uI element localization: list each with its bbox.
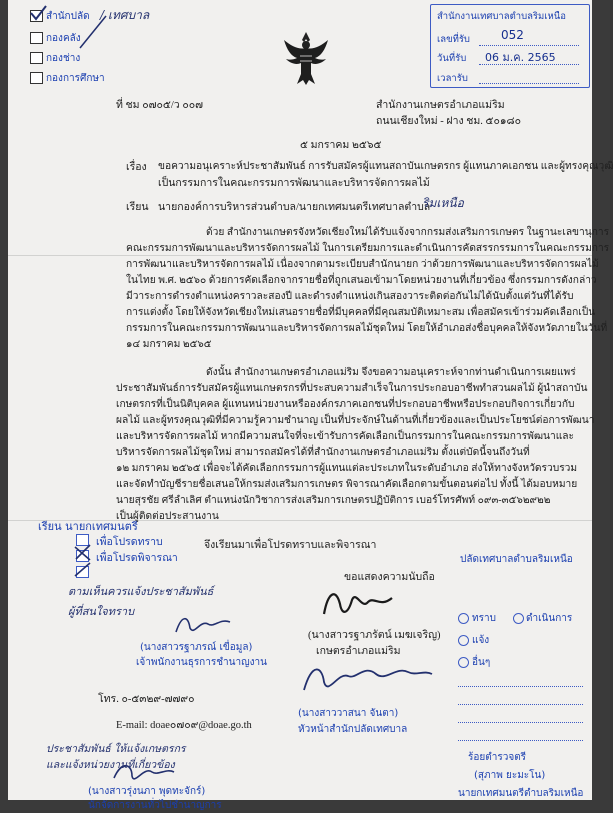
paragraph-line: ประชาสัมพันธ์การรับสมัครผู้แทนเกษตรกรที่ประสบความสำเร็จในการประกอบอาชีพทำสวนผลไม้ ผู้นำสถาบัน (116, 383, 588, 394)
paragraph-line: คณะกรรมการพัฒนาและบริหารจัดการผลไม้ ในการเตรียมการและดำเนินการคัดสรรกรรมการในคณะกรรมการ (126, 243, 610, 254)
to-text: นายกองค์การบริหารส่วนตำบล/นายกเทศมนตรีเทศบาลตำบล (158, 202, 431, 213)
signature-mark (298, 656, 438, 700)
paragraph-line: การแต่งตั้ง โดยให้จังหวัดเชียงใหม่เสนอรายชื่อที่มีบุคคลที่มีคุณสมบัติเหมาะสม เพื่อสมัครเข้าร่วมคัดเลือกเป็น (126, 307, 596, 318)
to-handwritten: ริมเหนือ (422, 196, 464, 210)
stamp-date-value: 06 ม.ค. 2565 (485, 51, 556, 64)
paragraph-line: ด้วย สำนักงานเกษตรจังหวัดเชียงใหม่ได้รับแจ้งจากกรมส่งเสริมการเกษตร ในฐานะเลขานุการ (206, 227, 610, 238)
subject-label: เรื่อง (126, 162, 147, 173)
stamp-title: สำนักงานเทศบาลตำบลริมเหนือ (437, 11, 567, 22)
paragraph-line: ๑๔ มกราคม ๒๕๖๕ (126, 339, 212, 350)
checkbox (30, 32, 43, 44)
radio-icon (458, 613, 469, 624)
action-stamp-footer: นายกเทศมนตรีตำบลริมเหนือ (458, 788, 584, 799)
routing-item: กองคลัง (46, 33, 81, 44)
paragraph-line: การพัฒนาและบริหารจัดการผลไม้ เนื่องจากตามระเบียบสำนักนายก ว่าด้วยการพัฒนาและบริหารจัดการผลไม้ (126, 259, 599, 270)
lower-sig-name: (นางสาวรุ่งนภา พุดทะจักร์) (88, 786, 206, 797)
action-option: ทราบ (472, 613, 496, 624)
lower-note: และแจ้งหน่วยงานที่เกี่ยวข้อง (46, 759, 175, 771)
stamp-number-label: เลขที่รับ (437, 34, 470, 45)
signature-mark (318, 584, 398, 624)
paragraph-line: ๑๒ มกราคม ๒๕๖๕ เพื่อจะได้คัดเลือกกรรมการผู้แทนแต่ละประเภทในระดับอำเภอ ส่งให้ทางจังหวัดรวบรวม (116, 463, 578, 474)
action-stamp-title: ปลัดเทศบาลตำบลริมเหนือ (460, 554, 573, 565)
annotation-note: ตามเห็นควรแจ้งประชาสัมพันธ์ (68, 585, 214, 598)
receipt-stamp (430, 4, 590, 88)
routing-item: สำนักปลัด (46, 11, 90, 22)
letter-ref-no: ที่ ชม ๐๗๐๕/ว ๐๐๗ (116, 100, 204, 111)
paragraph-line: ดังนั้น สำนักงานเกษตรอำเภอแม่ริม จึงขอความอนุเคราะห์จากท่านดำเนินการเผยแพร่ (206, 367, 576, 378)
to-label: เรียน (126, 202, 149, 213)
document-page (8, 0, 613, 811)
routing-item: กองช่าง (46, 53, 81, 64)
closing: ขอแสดงความนับถือ (344, 572, 435, 583)
pen-stroke (78, 14, 108, 50)
radio-icon (458, 635, 469, 646)
paragraph-line: ผลไม้ และผู้ทรงคุณวุฒิที่มีความรู้ความชำนาญ เป็นที่ประจักษ์ในด้านที่เกี่ยวข้องและเป็นประโยชน์ต่อการพัฒนา (116, 415, 595, 426)
action-stamp-footer: ร้อยตำรวจตรี (468, 752, 527, 763)
checkbox (30, 72, 43, 84)
sender-address: ถนนเชียงใหม่ - ฝาง ชม. ๕๐๑๘๐ (376, 116, 522, 127)
dept-sig-name: (นางสาววาสนา จันตา) (298, 708, 399, 719)
action-stamp-footer: (สุภาพ ยะมะโน) (474, 770, 546, 781)
dept-sig-title: หัวหน้าสำนักปลัดเทศบาล (298, 724, 408, 735)
subject-line: เป็นกรรมการในคณะกรรมการพัฒนาและบริหารจัดการผลไม้ (158, 178, 430, 189)
paragraph-line: นายสุรชัย ศรีลำเลิศ ตำแหน่งนักวิชาการส่งเสริมการเกษตรปฏิบัติการ เบอร์โทรศัพท์ ๐๙๓-๓๕๖๒๙๒๒ (116, 495, 551, 506)
stamp-time-label: เวลารับ (437, 73, 468, 84)
garuda-emblem-icon (281, 30, 331, 86)
paragraph-line: ในไทย พ.ศ. ๒๕๖๐ ด้วยการคัดเลือกจากรายชื่อที่ถูกเสนอเข้ามาโดยหน่วยงานที่เกี่ยวข้อง ซึ่งกรรมการดังกล่าว (126, 275, 597, 286)
email: E-mail: doae๐๗๐๙@doae.go.th (116, 720, 252, 731)
paragraph-line: บริหารจัดการผลไม้ชุดใหม่ สามารถสมัครได้ที่สำนักงานเกษตรอำเภอแม่ริม ตั้งแต่บัดนี้จนถึงวันที่ (116, 447, 530, 458)
annotation-to: เรียน นายกเทศมนตรี (38, 520, 138, 533)
annotation-note: ผู้ที่สนใจทราบ (68, 605, 135, 618)
radio-icon (458, 657, 469, 668)
closing-request: จึงเรียนมาเพื่อโปรดทราบและพิจารณา (204, 540, 377, 551)
checkmark-icon (72, 560, 94, 580)
checkbox (30, 52, 43, 64)
signer-title: เกษตรอำเภอแม่ริม (316, 646, 401, 657)
signature-mark (168, 610, 238, 640)
checkmark-icon (28, 4, 48, 22)
paragraph-line: และบริหารจัดการผลไม้ หากมีความสนใจที่จะเข้ารับการคัดเลือกเป็นกรรมการในคณะกรรมการพัฒนาและ (116, 431, 574, 442)
action-option: แจ้ง (472, 635, 490, 646)
paragraph-line: มีวาระการดำรงตำแหน่งคราวละสองปี และดำรงตำแหน่งเกินสองวาระติดต่อกันไม่ได้นับตั้งแต่วันที่ได้รับ (126, 291, 574, 302)
paragraph-line: และจัดทำบัญชีรายชื่อเสนอให้กรมส่งเสริมการเกษตร พิจารณาคัดเลือกตามขั้นตอนต่อไป ทั้งนี้ ได้มอบหมาย (116, 479, 578, 490)
clerk-sig-name: (นางสาวรฐาภรณ์ เขื่อมูล) (140, 642, 253, 653)
letter-date: ๕ มกราคม ๒๕๖๕ (300, 140, 382, 151)
action-option: อื่นๆ (472, 657, 491, 668)
stamp-number-value: 052 (501, 28, 524, 42)
paragraph-line: เกษตรกรที่เป็นนิติบุคคล ผู้แทนหน่วยงานหรือองค์กรภาคเอกชนที่ประกอบอาชีพหรือประกอบกิจการเกี่ยวกับ (116, 399, 575, 410)
action-option: ดำเนินการ (526, 613, 573, 624)
routing-item: กองการศึกษา (46, 73, 105, 84)
signer-name: (นางสาวรฐาภรัตน์ เมฆเจริญ) (308, 630, 441, 641)
lower-sig-title: นักจัดการงานทั่วไปชำนาญการ (88, 800, 222, 811)
sender-name: สำนักงานเกษตรอำเภอแม่ริม (376, 100, 505, 111)
annotation-option: เพื่อโปรดพิจารณา (96, 552, 178, 564)
clerk-sig-title: เจ้าพนักงานธุรการชำนาญงาน (136, 657, 267, 668)
annotation-option: เพื่อโปรดทราบ (96, 536, 163, 548)
paragraph-line: เป็นผู้ติดต่อประสานงาน (116, 511, 219, 522)
subject-line: ขอความอนุเคราะห์ประชาสัมพันธ์ การรับสมัครผู้แทนสถาบันเกษตรกร ผู้แทนภาคเอกชน และผู้ทรงคุณวุฒิ (158, 161, 613, 172)
phone: โทร. ๐-๕๓๒๙-๗๗๙๐ (98, 694, 195, 705)
lower-note: ประชาสัมพันธ์ ให้แจ้งเกษตรกร (46, 743, 186, 755)
routing-note: / เทศบาล (100, 8, 150, 22)
paragraph-line: กรรมการในคณะกรรมการพัฒนาและบริหารจัดการผลไม้ชุดใหม่ โดยให้อำเภอส่งชื่อบุคคลให้จังหวัดภายในวันที่ (126, 323, 608, 334)
stamp-date-label: วันที่รับ (437, 53, 467, 64)
radio-icon (513, 613, 524, 624)
